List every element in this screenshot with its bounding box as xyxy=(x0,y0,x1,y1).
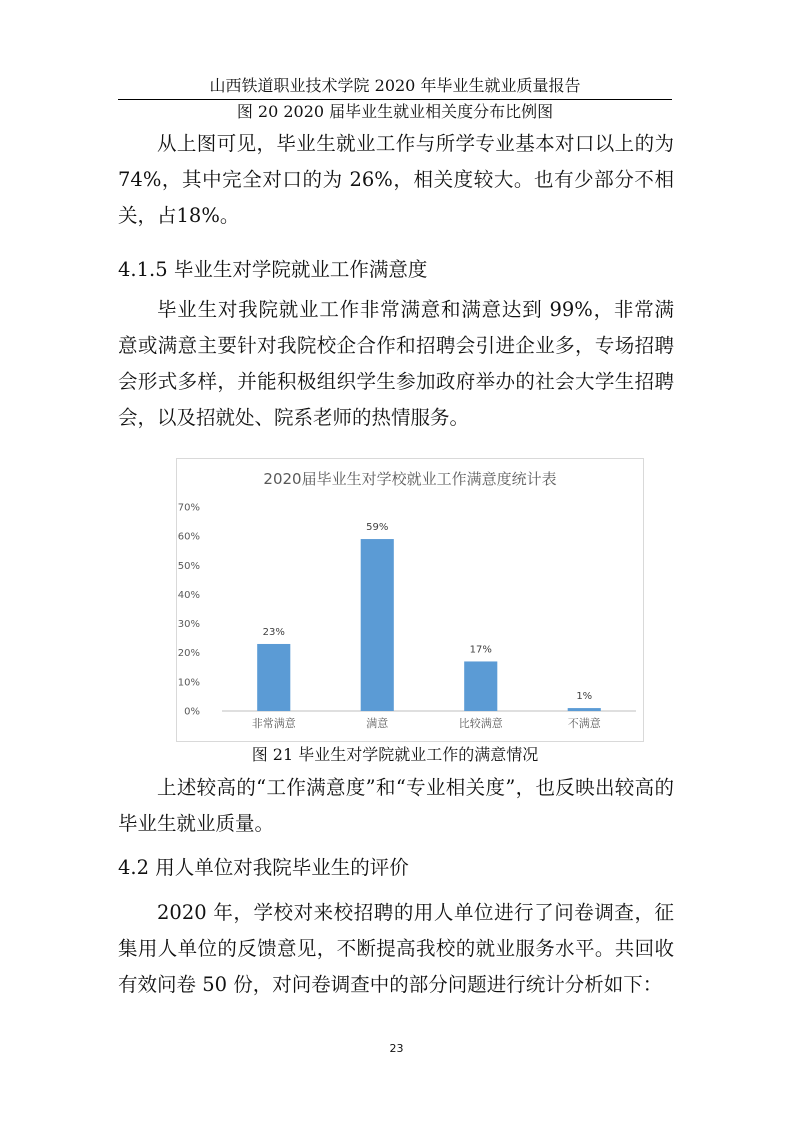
paragraph-quality-conclusion: 上述较高的“工作满意度”和“专业相关度”，也反映出较高的毕业生就业质量。 xyxy=(118,776,674,835)
bar xyxy=(464,661,497,711)
bar xyxy=(257,644,290,711)
figure-21-caption: 图 21 毕业生对学院就业工作的满意情况 xyxy=(251,745,539,764)
bar-value-label: 59% xyxy=(366,522,389,534)
y-axis-ticks xyxy=(178,503,200,718)
category-label: 非常满意 xyxy=(251,717,296,730)
header-rule xyxy=(118,99,672,100)
y-tick-label: 20% xyxy=(177,648,200,660)
bar-value-label: 17% xyxy=(469,644,492,656)
y-tick-label: 70% xyxy=(177,502,200,514)
paragraph-satisfaction: 毕业生对我院就业工作非常满意和满意达到 99%，非常满意或满意主要针对我院校企合作和招聘会引进企业多，专场招聘会形式多样，并能积极组织学生参加政府举办的社会大学生招聘会，以及招就处、院系老师的热情服务。 xyxy=(118,298,674,429)
value-labels xyxy=(263,522,593,702)
section-heading-4-2: 4.2 用人单位对我院毕业生的评价 xyxy=(118,856,409,879)
running-header: 山西铁道职业技术学院 2020 年毕业生就业质量报告 xyxy=(209,76,581,95)
chart-title: 2020届毕业生对学校就业工作满意度统计表 xyxy=(263,470,557,488)
category-label: 比较满意 xyxy=(458,717,503,730)
satisfaction-bar-chart xyxy=(176,458,644,742)
y-tick-label: 30% xyxy=(177,619,200,631)
chart-svg xyxy=(176,458,644,742)
bar xyxy=(361,539,394,711)
page-number: 23 xyxy=(389,1042,404,1055)
paragraph-employer-survey: 2020 年，学校对来校招聘的用人单位进行了问卷调查，征集用人单位的反馈意见，不断提高我校的就业服务水平。共回收有效问卷 50 份，对问卷调查中的部分问题进行统计分析如下： xyxy=(118,901,674,996)
bar-value-label: 23% xyxy=(262,626,285,638)
y-tick-label: 40% xyxy=(177,589,200,601)
bars xyxy=(257,539,601,711)
bar-value-label: 1% xyxy=(576,691,593,703)
y-tick-label: 0% xyxy=(184,706,200,718)
y-tick-label: 10% xyxy=(177,677,200,689)
category-labels xyxy=(252,716,601,730)
category-label: 满意 xyxy=(366,717,389,730)
y-tick-label: 50% xyxy=(177,560,200,572)
category-label: 不满意 xyxy=(567,717,601,730)
chart-border xyxy=(177,459,644,742)
section-heading-4-1-5: 4.1.5 毕业生对学院就业工作满意度 xyxy=(118,258,428,281)
paragraph-relevance-summary: 从上图可见，毕业生就业工作与所学专业基本对口以上的为74%，其中完全对口的为 26%，相关度较大。也有少部分不相关，占18%。 xyxy=(118,132,674,227)
figure-20-caption: 图 20 2020 届毕业生就业相关度分布比例图 xyxy=(236,102,554,121)
y-tick-label: 60% xyxy=(177,531,200,543)
bar xyxy=(568,708,601,711)
